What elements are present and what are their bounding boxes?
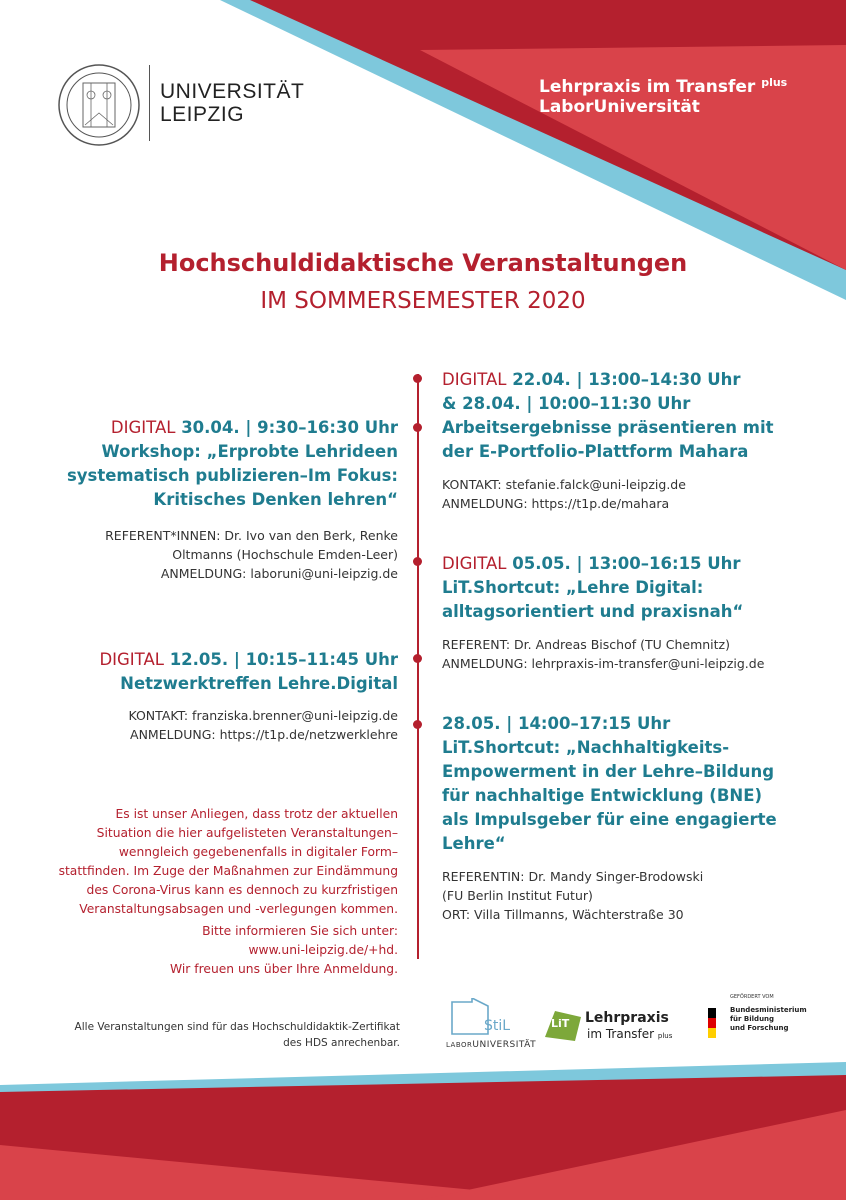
digital-label: DIGITAL bbox=[110, 418, 176, 437]
page-subtitle: IM SOMMERSEMESTER 2020 bbox=[260, 288, 586, 314]
brand-line1: Lehrpraxis im Transfer $^{plus}$ bbox=[539, 76, 788, 97]
digital-label: DIGITAL bbox=[442, 370, 507, 389]
brand-plus: plus bbox=[761, 76, 788, 89]
event-mahara-header: DIGITAL 22.04. | 13:00–14:30 Uhr & 28.04. | 10:00–11:30 Uhr Arbeitsergebnisse präsentieren mit der E-Portfolio-Plattform Mahara bbox=[442, 370, 774, 461]
event-netzwerk-header: DIGITAL 12.05. | 10:15–11:45 Uhr Netzwerktreffen Lehre.Digital bbox=[99, 650, 398, 693]
german-flag-icon bbox=[708, 1008, 716, 1038]
event-shortcut-digital-info: REFERENT: Dr. Andreas Bischof (TU Chemnitz) ANMELDUNG: lehrpraxis-im-transfer@uni-leipzig.de bbox=[442, 637, 765, 671]
digital-label: DIGITAL bbox=[99, 650, 164, 669]
page-title: Hochschuldidaktische Veranstaltungen bbox=[158, 249, 688, 277]
corona-notice: Es ist unser Anliegen, dass trotz der aktuellen Situation die hier aufgelisteten Veranstaltungen– wenngleich gegebenenfalls in digitaler Form– stattfinden. Im Zuge der Maßnahmen zur Eindämmung des Corona-Virus kann es dennoch zu kurzfristigen Veranstaltungsabsagen und -verlegungen kommen. Bitte informieren Sie sich unter: www.uni-leipzig.de/+hd. Wir freuen uns über Ihre Anmeldung. bbox=[8, 805, 398, 979]
event-workshop-info: REFERENT*INNEN: Dr. Ivo van den Berk, Renke Oltmanns (Hochschule Emden-Leer) ANMELDUNG: laboruni@uni-leipzig.de bbox=[105, 528, 398, 581]
event-bne-header: 28.05. | 14:00–17:15 Uhr LiT.Shortcut: „Nachhaltigkeits- Empowerment in der Lehre–Bildung für nachhaltige Entwicklung (BNE) als Impulsgeber für eine engagierte Lehre“ bbox=[442, 714, 777, 853]
event-netzwerk-info: KONTAKT: franziska.brenner@uni-leipzig.de ANMELDUNG: https://t1p.de/netzwerklehre bbox=[128, 708, 398, 742]
timeline-line bbox=[417, 374, 419, 959]
info-link[interactable]: www.uni-leipzig.de/+hd. bbox=[248, 943, 398, 957]
timeline-dot bbox=[413, 374, 422, 383]
timeline-dot bbox=[413, 720, 422, 729]
stil-logo: StiL LABORUNIVERSITÄT bbox=[444, 998, 534, 1053]
event-bne-info: REFERENTIN: Dr. Mandy Singer-Brodowski (FU Berlin Institut Futur) ORT: Villa Tillmanns, Wächterstraße 30 bbox=[442, 869, 704, 922]
timeline-dot bbox=[413, 654, 422, 663]
event-shortcut-digital-header: DIGITAL 05.05. | 13:00–16:15 Uhr LiT.Shortcut: „Lehre Digital: alltagsorientiert und praxisnah“ bbox=[442, 554, 744, 621]
university-seal-icon bbox=[57, 63, 141, 147]
digital-label: DIGITAL bbox=[442, 554, 507, 573]
bmbf-logo: GEFÖRDERT VOM Bundesministerium für Bildung und Forschung bbox=[700, 994, 800, 1054]
university-name-line2: LEIPZIG bbox=[160, 103, 245, 126]
university-name-line1: UNIVERSITÄT bbox=[160, 80, 305, 103]
lit-logo: LiT Lehrpraxis im Transfer plus bbox=[541, 1005, 686, 1045]
timeline-dot bbox=[413, 557, 422, 566]
event-workshop-header: DIGITAL 30.04. | 9:30–16:30 Uhr Workshop: „Erprobte Lehrideen systematisch publizieren–Im Fokus: Kritisches Denken lehren“ bbox=[66, 418, 398, 509]
certificate-note: Alle Veranstaltungen sind für das Hochschuldidaktik-Zertifikat des HDS anrechenbar. bbox=[74, 1021, 400, 1049]
logo-divider bbox=[149, 65, 150, 141]
event-mahara-info: KONTAKT: stefanie.falck@uni-leipzig.de ANMELDUNG: https://t1p.de/mahara bbox=[442, 477, 686, 511]
brand-line2: LaborUniversität bbox=[539, 97, 700, 117]
timeline-dot bbox=[413, 423, 422, 432]
